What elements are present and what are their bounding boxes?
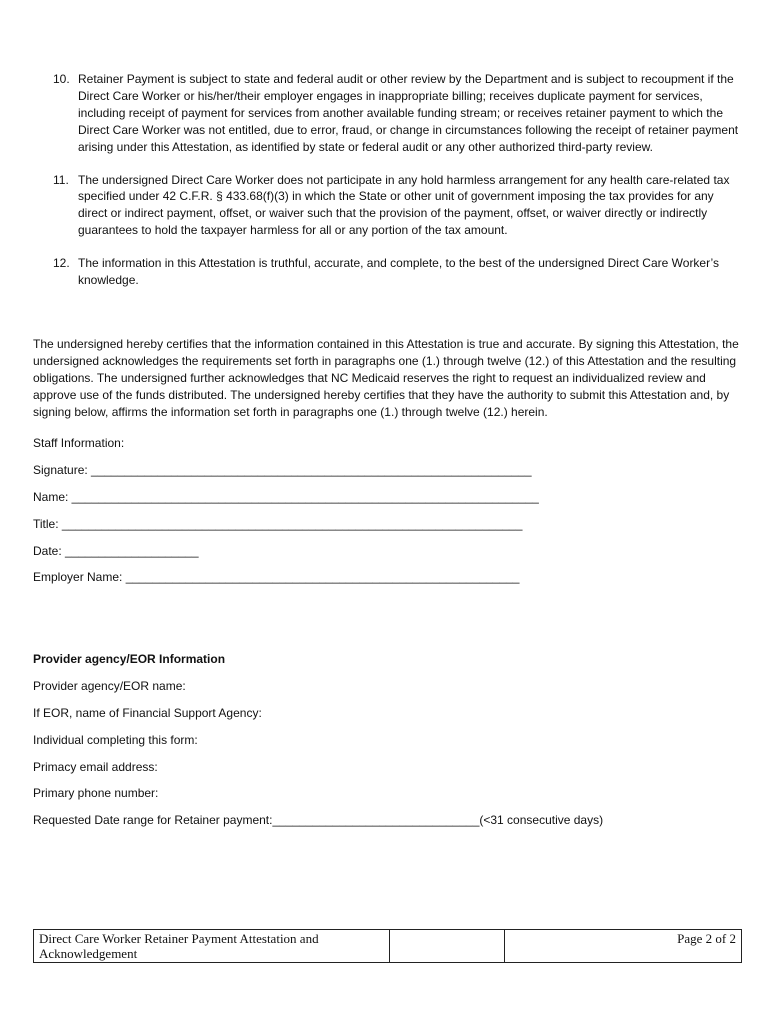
date-field[interactable]: Date: ____________________ <box>33 543 199 558</box>
name-field[interactable]: Name: ______________________________________________________________________ <box>33 489 539 504</box>
item-text: Retainer Payment is subject to state and federal audit or other review by the Department and is subject to recoupment if the Direct Care Worker or his/her/their employer engages in inappropriate billing; receives duplicate payment for services, including receipt of payment for services from another available funding stream; or receives retainer payment to which the Direct Care Worker was not entitled, due to error, fraud, or change in circumstances following the receipt of retainer payment arising under this Attestation, as identified by state or federal audit or any other authorized third-party review. <box>78 72 739 154</box>
list-item <box>33 71 739 156</box>
item-text: The undersigned Direct Care Worker does not participate in any hold harmless arrangement for any health care-related tax specified under 42 C.F.R. § 433.68(f)(3) in which the State or other unit of government imposing the tax provides for any direct or indirect payment, offset, or waiver such that the provision of the payment, offset, or waiver directly or indirectly guarantees to hold the taxpayer harmless for all or any portion of the tax amount. <box>78 172 730 238</box>
attestation-list <box>33 71 739 305</box>
provider-information-section <box>33 651 733 839</box>
provider-agency-name-field[interactable]: Provider agency/EOR name: <box>33 678 186 693</box>
staff-heading: Staff Information: <box>33 436 125 450</box>
provider-heading: Provider agency/EOR Information <box>33 652 226 666</box>
financial-support-agency-field[interactable]: If EOR, name of Financial Support Agency: <box>33 705 262 720</box>
list-item <box>33 172 739 240</box>
item-number: 12. <box>53 256 70 271</box>
footer-document-title: Direct Care Worker Retainer Payment Attestation and Acknowledgement <box>34 930 390 963</box>
phone-field[interactable]: Primary phone number: <box>33 786 159 801</box>
signature-field[interactable]: Signature: __________________________________________________________________ <box>33 462 532 477</box>
item-text: The information in this Attestation is truthful, accurate, and complete, to the best of the undersigned Direct Care Worker’s knowledge. <box>78 256 719 288</box>
page-footer <box>33 929 742 963</box>
footer-blank-cell <box>390 930 505 963</box>
employer-name-field[interactable]: Employer Name: ___________________________________________________________ <box>33 570 520 585</box>
title-field[interactable]: Title: _____________________________________________________________________ <box>33 516 523 531</box>
date-range-field[interactable]: Requested Date range for Retainer payment:_______________________________(<31 consecutive days) <box>33 813 604 828</box>
item-number: 11. <box>53 172 69 187</box>
footer-page-number: Page 2 of 2 <box>505 930 742 963</box>
item-number: 10. <box>53 72 70 86</box>
certification-paragraph: The undersigned hereby certifies that the information contained in this Attestation is true and accurate. By signing this Attestation, the undersigned acknowledges the requirements set forth in paragraphs one (1.) through twelve (12.) of this Attestation and the resulting obligations. The undersigned further acknowledges that NC Medicaid reserves the right to request an individualized review and approve use of the funds distributed. The undersigned hereby certifies that they have the authority to submit this Attestation and, by signing below, affirms the information set forth in paragraphs one (1.) through twelve (12.) herein. <box>33 337 739 419</box>
individual-completing-field[interactable]: Individual completing this form: <box>33 732 198 747</box>
staff-information-section <box>33 435 733 596</box>
email-field[interactable]: Primacy email address: <box>33 759 158 774</box>
list-item <box>33 255 739 289</box>
